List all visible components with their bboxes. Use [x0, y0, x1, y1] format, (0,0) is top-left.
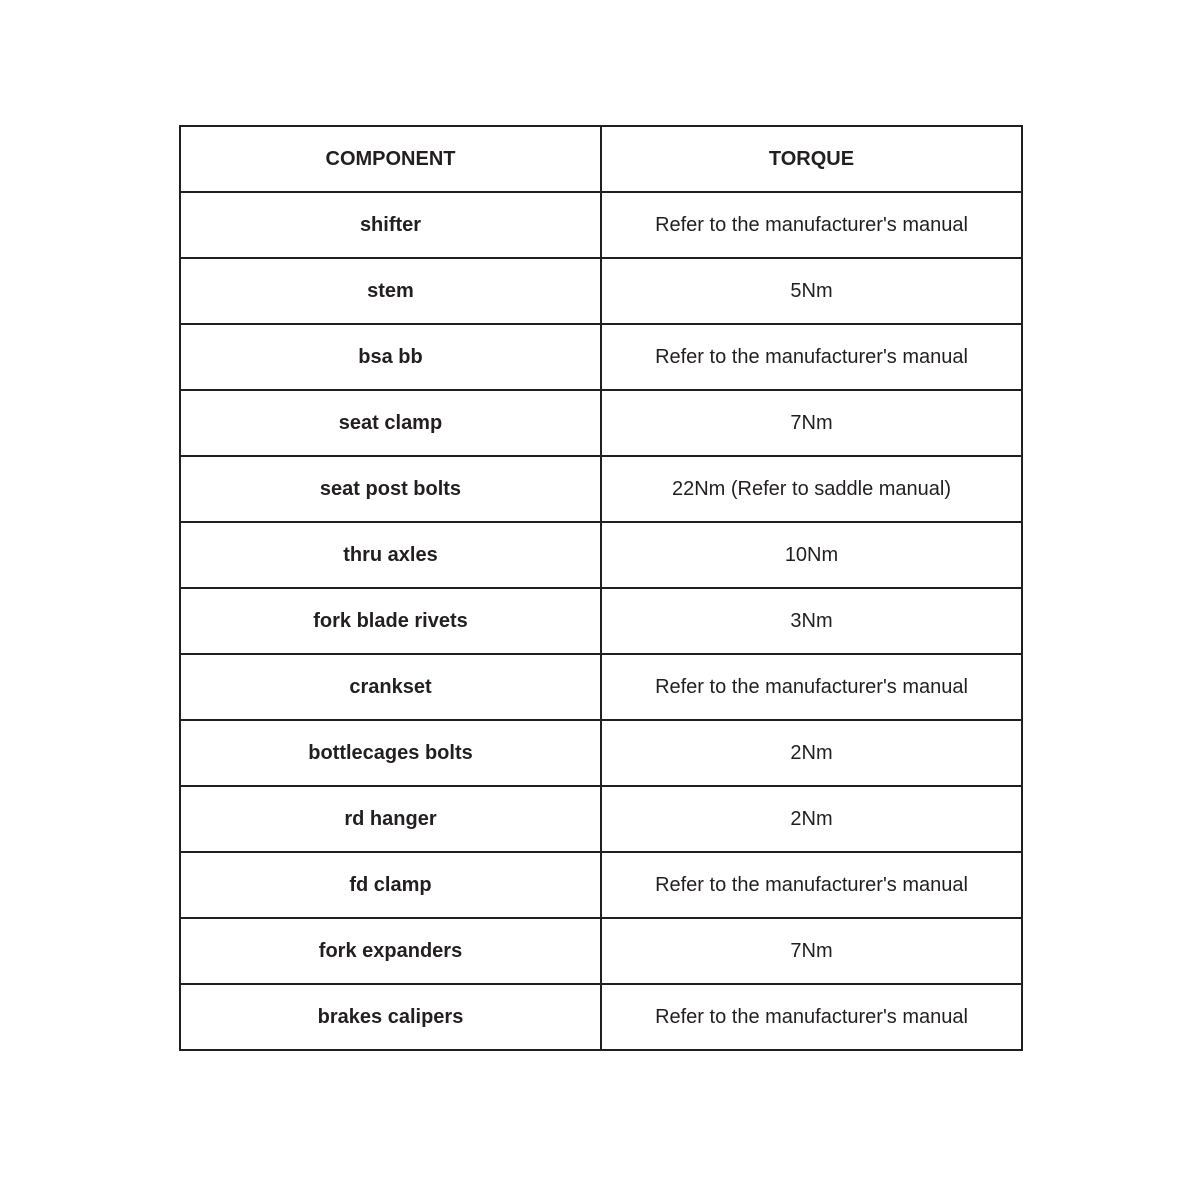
component-cell: seat clamp — [180, 390, 601, 456]
table-row — [180, 324, 1022, 390]
table-row — [180, 720, 1022, 786]
torque-cell: 7Nm — [601, 918, 1022, 984]
component-cell: bsa bb — [180, 324, 601, 390]
torque-cell: 3Nm — [601, 588, 1022, 654]
table-row — [180, 786, 1022, 852]
torque-cell: 10Nm — [601, 522, 1022, 588]
component-cell: fork blade rivets — [180, 588, 601, 654]
torque-cell: Refer to the manufacturer's manual — [601, 654, 1022, 720]
torque-table — [179, 125, 1023, 1051]
table-header-row — [180, 126, 1022, 192]
table-row — [180, 918, 1022, 984]
torque-cell: Refer to the manufacturer's manual — [601, 324, 1022, 390]
table-row — [180, 390, 1022, 456]
component-cell: rd hanger — [180, 786, 601, 852]
component-cell: stem — [180, 258, 601, 324]
component-cell: brakes calipers — [180, 984, 601, 1050]
header-torque: TORQUE — [601, 126, 1022, 192]
table-row — [180, 654, 1022, 720]
table-row — [180, 192, 1022, 258]
torque-cell: 22Nm (Refer to saddle manual) — [601, 456, 1022, 522]
torque-cell: Refer to the manufacturer's manual — [601, 852, 1022, 918]
component-cell: bottlecages bolts — [180, 720, 601, 786]
component-cell: shifter — [180, 192, 601, 258]
component-cell: crankset — [180, 654, 601, 720]
table-row — [180, 258, 1022, 324]
component-cell: fd clamp — [180, 852, 601, 918]
table-row — [180, 984, 1022, 1050]
component-cell: thru axles — [180, 522, 601, 588]
torque-cell: 5Nm — [601, 258, 1022, 324]
torque-cell: Refer to the manufacturer's manual — [601, 984, 1022, 1050]
torque-cell: 7Nm — [601, 390, 1022, 456]
header-component: COMPONENT — [180, 126, 601, 192]
table-row — [180, 852, 1022, 918]
table-row — [180, 588, 1022, 654]
torque-cell: 2Nm — [601, 786, 1022, 852]
table-row — [180, 522, 1022, 588]
component-cell: seat post bolts — [180, 456, 601, 522]
torque-cell: Refer to the manufacturer's manual — [601, 192, 1022, 258]
table-row — [180, 456, 1022, 522]
torque-cell: 2Nm — [601, 720, 1022, 786]
component-cell: fork expanders — [180, 918, 601, 984]
